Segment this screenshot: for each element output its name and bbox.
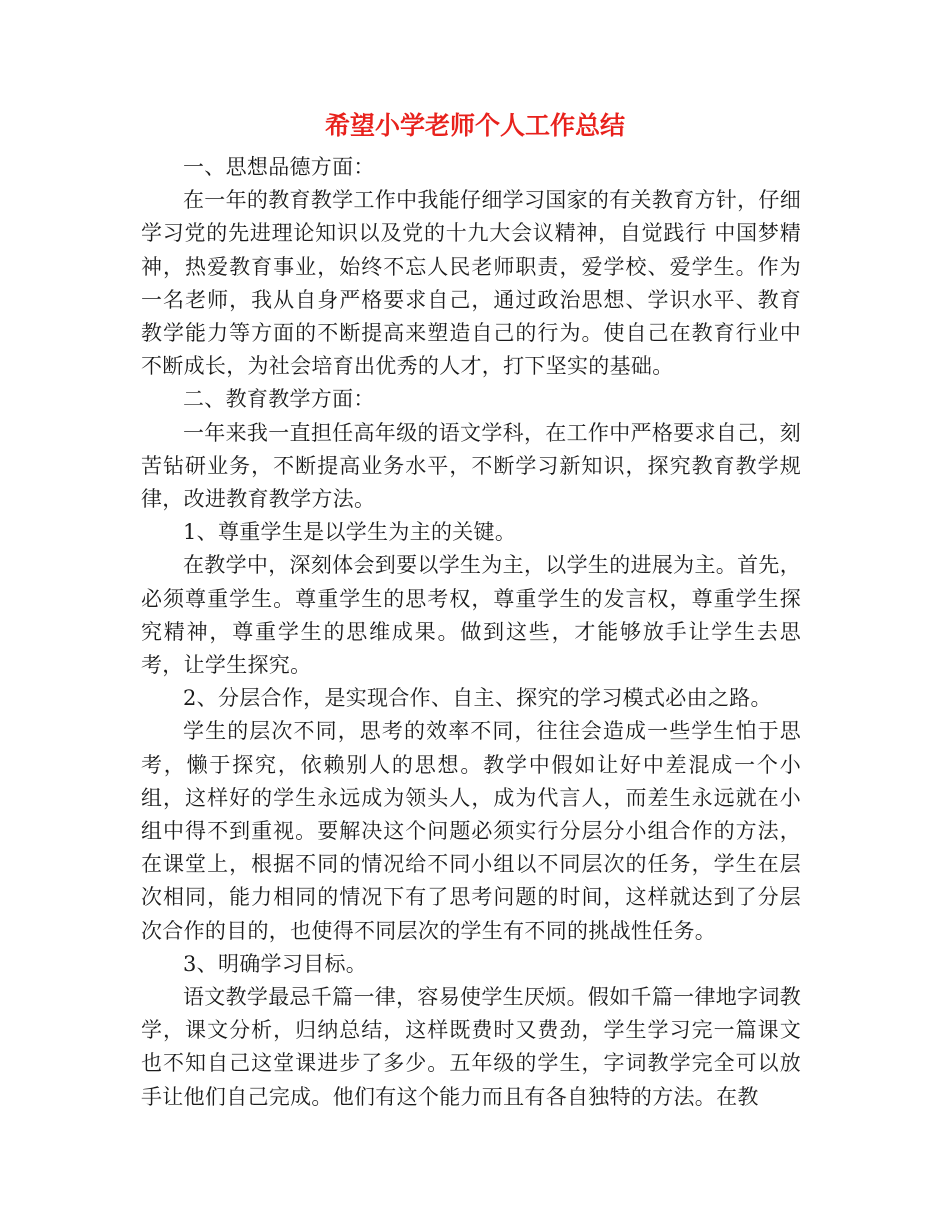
- section-heading-teaching: 二、教育教学方面：: [183, 387, 375, 412]
- paragraph-learning-goals: 语文教学最忌千篇一律，容易使学生厌烦。假如千篇一律地字词教学，课文分析，归纳总结，这样既费时又费劲，学生学习完一篇课文也不知自己这堂课进步了多少。五年级的学生，字词教学完全可以放手让他们自己完成。他们有这个能力而且有各自独特的方法。在教: [141, 985, 801, 1109]
- paragraph-teaching-intro: 一年来我一直担任高年级的语文学科，在工作中严格要求自己，刻苦钻研业务，不断提高业务水平，不断学习新知识，探究教育教学规律，改进教育教学方法。: [141, 420, 801, 512]
- paragraph-respect-students: 在教学中，深刻体会到要以学生为主，以学生的进展为主。首先，必须尊重学生。尊重学生的思考权，尊重学生的发言权，尊重学生探究精神，尊重学生的思维成果。做到这些，才能够放手让学生去思考，让学生探究。: [141, 553, 801, 678]
- document-body: [141, 151, 801, 1114]
- section-heading-ideology: 一、思想品德方面：: [183, 155, 375, 179]
- subheading-layered-cooperation: 2、分层合作，是实现合作、自主、探究的学习模式必由之路。: [183, 686, 772, 711]
- subheading-learning-goals: 3、明确学习目标。: [183, 951, 368, 976]
- subheading-respect-students: 1、尊重学生是以学生为主的关键。: [183, 520, 517, 545]
- paragraph-ideology: 在一年的教育教学工作中我能仔细学习国家的有关教育方针，仔细学习党的先进理论知识以及党的十九大会议精神，自觉践行 中国梦精神，热爱教育事业，始终不忘人民老师职责，爱学校、爱学生。作为一名老师，我从自身严格要求自己，通过政治思想、学识水平、教育教学能力等方面的不断提高来塑造自己的行为。使自己在教育行业中不断成长，为社会培育出优秀的人才，打下坚实的基础。: [141, 188, 801, 379]
- document-title: 希望小学老师个人工作总结: [324, 111, 625, 140]
- paragraph-layered-cooperation: 学生的层次不同，思考的效率不同，往往会造成一些学生怕于思考，懒于探究，依赖别人的思想。教学中假如让好中差混成一个小组，这样好的学生永远成为领头人，成为代言人，而差生永远就在小组中得不到重视。要解决这个问题必须实行分层分小组合作的方法，在课堂上，根据不同的情况给不同小组以不同层次的任务，学生在层次相同，能力相同的情况下有了思考问题的时间，这样就达到了分层次合作的目的，也使得不同层次的学生有不同的挑战性任务。: [141, 719, 801, 943]
